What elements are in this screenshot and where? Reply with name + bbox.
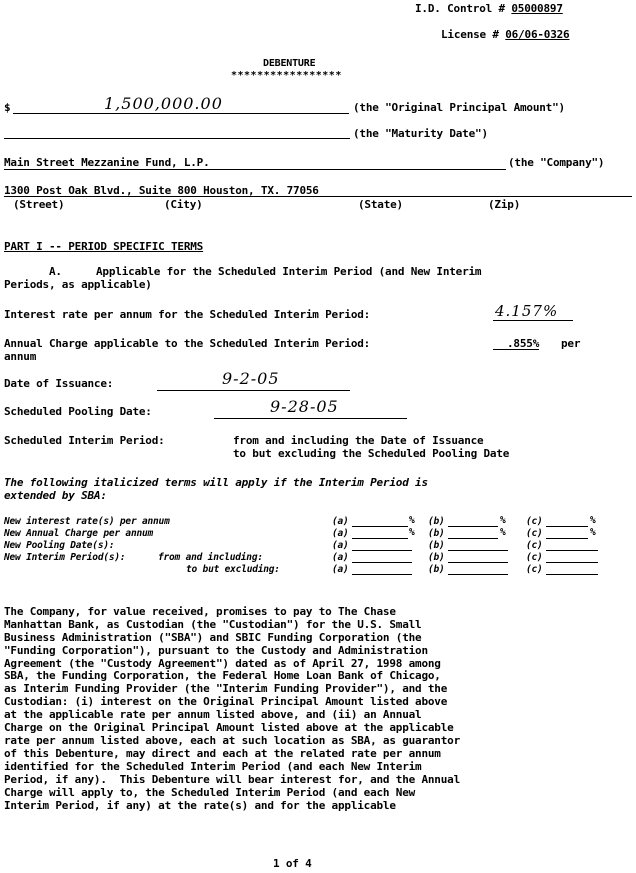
body-line: Charge will apply to, the Scheduled Interim Period (and each New [4,785,416,799]
part1-heading: PART I -- PERIOD SPECIFIC TERMS [4,240,204,253]
col-b-r4: (b) [428,552,445,563]
italic-intro-line1: The following italicized terms will apply if the Interim Period is [4,476,428,489]
body-line: SBA, the Funding Corporation, the Federal Home Loan Bank of Chicago, [4,669,441,683]
period-line2: to but excluding the Scheduled Pooling Date [233,447,510,460]
address-line [4,196,632,197]
body-line: Interim Period, if any) at the rate(s) and for the applicable [4,798,396,812]
col-b-r2-pct: % [500,527,506,538]
company-line [4,169,506,170]
addr-zip-label: (Zip) [488,198,521,211]
id-control-value: 05000897 [511,2,563,15]
document-title: DEBENTURE [263,58,316,69]
col-b-r2: (b) [428,528,445,539]
company-name: Main Street Mezzanine Fund, L.P. [4,156,210,169]
id-control [415,2,563,15]
section-a-label: A. [49,265,62,278]
col-a-r5-line [352,574,412,575]
interest-line [493,320,573,321]
interest-label: Interest rate per annum for the Scheduled Interim Period: [4,308,371,321]
col-c-r5-line [546,574,598,575]
body-line: at the applicable rate per annum listed above, and (ii) an Annual [4,708,422,722]
pooling-label: Scheduled Pooling Date: [4,405,152,418]
col-c-r1-pct: % [590,515,596,526]
annual-value: .855% [507,337,540,350]
body-line: Period, if any). This Debenture will bear interest for, and the Annual [4,772,461,786]
col-a-r4-line [352,562,412,563]
body-line: Charge on the Original Principal Amount listed above at the applicable [4,721,454,735]
maturity-line [4,138,350,139]
col-b-r3-line [448,550,508,551]
col-a-r1: (a) [332,516,349,527]
col-a-r2: (a) [332,528,349,539]
principal-label: (the "Original Principal Amount") [353,101,565,114]
license-number [441,28,569,41]
new-period-to: to but excluding: [186,564,280,575]
new-period-from: from and including: [158,552,263,563]
col-b-r1-pct: % [500,515,506,526]
col-a-r5: (a) [332,564,349,575]
body-line: rate per annum listed above, each at such location as SBA, as guarantor [4,733,461,747]
col-c-r1: (c) [526,516,543,527]
col-a-r1-line [352,526,408,527]
col-c-r3-line [546,550,598,551]
new-period-label: New Interim Period(s): [4,552,126,563]
title-stars: ***************** [231,70,342,81]
col-b-r1-line [448,526,498,527]
license-label: License # [441,28,499,41]
col-c-r4-line [546,562,598,563]
page-number: 1 of 4 [273,857,312,870]
new-rate-label: New interest rate(s) per annum [4,516,170,527]
body-line: Business Administration ("SBA") and SBIC Funding Corporation (the [4,630,422,644]
col-a-r3: (a) [332,540,349,551]
col-a-r2-pct: % [409,527,415,538]
col-c-r3: (c) [526,540,543,551]
dollar-sign: $ [4,101,11,114]
issuance-value: 9-2-05 [222,369,280,388]
body-line: Custodian: (i) interest on the Original Principal Amount listed above [4,695,448,709]
col-c-r5: (c) [526,564,543,575]
interest-value: 4.157% [495,302,559,320]
annual-annum: annum [4,350,37,363]
col-a-r3-line [352,550,412,551]
col-b-r3: (b) [428,540,445,551]
col-c-r2: (c) [526,528,543,539]
body-paragraph [4,593,604,838]
col-a-r2-line [352,538,408,539]
col-c-r1-line [546,526,588,527]
col-b-r5-line [448,574,508,575]
pooling-value: 9-28-05 [270,397,339,416]
address-value: 1300 Post Oak Blvd., Suite 800 Houston, TX. 77056 [4,184,319,197]
company-label: (the "Company") [508,156,605,169]
col-c-r4: (c) [526,552,543,563]
body-line: "Funding Corporation"), pursuant to the Custody and Administration [4,643,428,657]
col-b-r5: (b) [428,564,445,575]
body-line: of this Debenture, may direct and each at the related rate per annum [4,746,441,760]
license-value: 06/06-0326 [505,28,570,41]
principal-line [13,113,349,114]
issuance-line [157,390,350,391]
body-line: Manhattan Bank, as Custodian (the "Custodian") for the U.S. Small [4,617,422,631]
new-pooling-label: New Pooling Date(s): [4,540,115,551]
issuance-label: Date of Issuance: [4,377,114,390]
italic-intro-line2: extended by SBA: [4,489,107,502]
section-a-line2: Periods, as applicable) [4,278,152,291]
col-a-r1-pct: % [409,515,415,526]
id-control-label: I.D. Control # [415,2,505,15]
period-line1: from and including the Date of Issuance [233,434,484,447]
col-b-r1: (b) [428,516,445,527]
section-a-line1: Applicable for the Scheduled Interim Period (and New Interim [96,265,482,278]
col-b-r2-line [448,538,498,539]
col-b-r4-line [448,562,508,563]
principal-handwritten: 1,500,000.00 [104,94,223,113]
addr-street-label: (Street) [13,198,65,211]
addr-state-label: (State) [358,198,403,211]
body-line: as Interim Funding Provider (the "Interim Funding Provider"), and the [4,682,448,696]
maturity-label: (the "Maturity Date") [353,127,488,140]
body-line: The Company, for value received, promises to pay to The Chase [4,604,396,618]
body-line: Agreement (the "Custody Agreement") dated as of April 27, 1998 among [4,656,441,670]
annual-per: per [561,337,581,350]
addr-city-label: (City) [164,198,203,211]
col-c-r2-pct: % [590,527,596,538]
new-charge-label: New Annual Charge per annum [4,528,154,539]
period-label: Scheduled Interim Period: [4,434,165,447]
body-line: identified for the Scheduled Interim Period (and each New Interim [4,759,422,773]
pooling-line [214,418,407,419]
annual-label: Annual Charge applicable to the Scheduled Interim Period: [4,337,371,350]
col-a-r4: (a) [332,552,349,563]
col-c-r2-line [546,538,588,539]
